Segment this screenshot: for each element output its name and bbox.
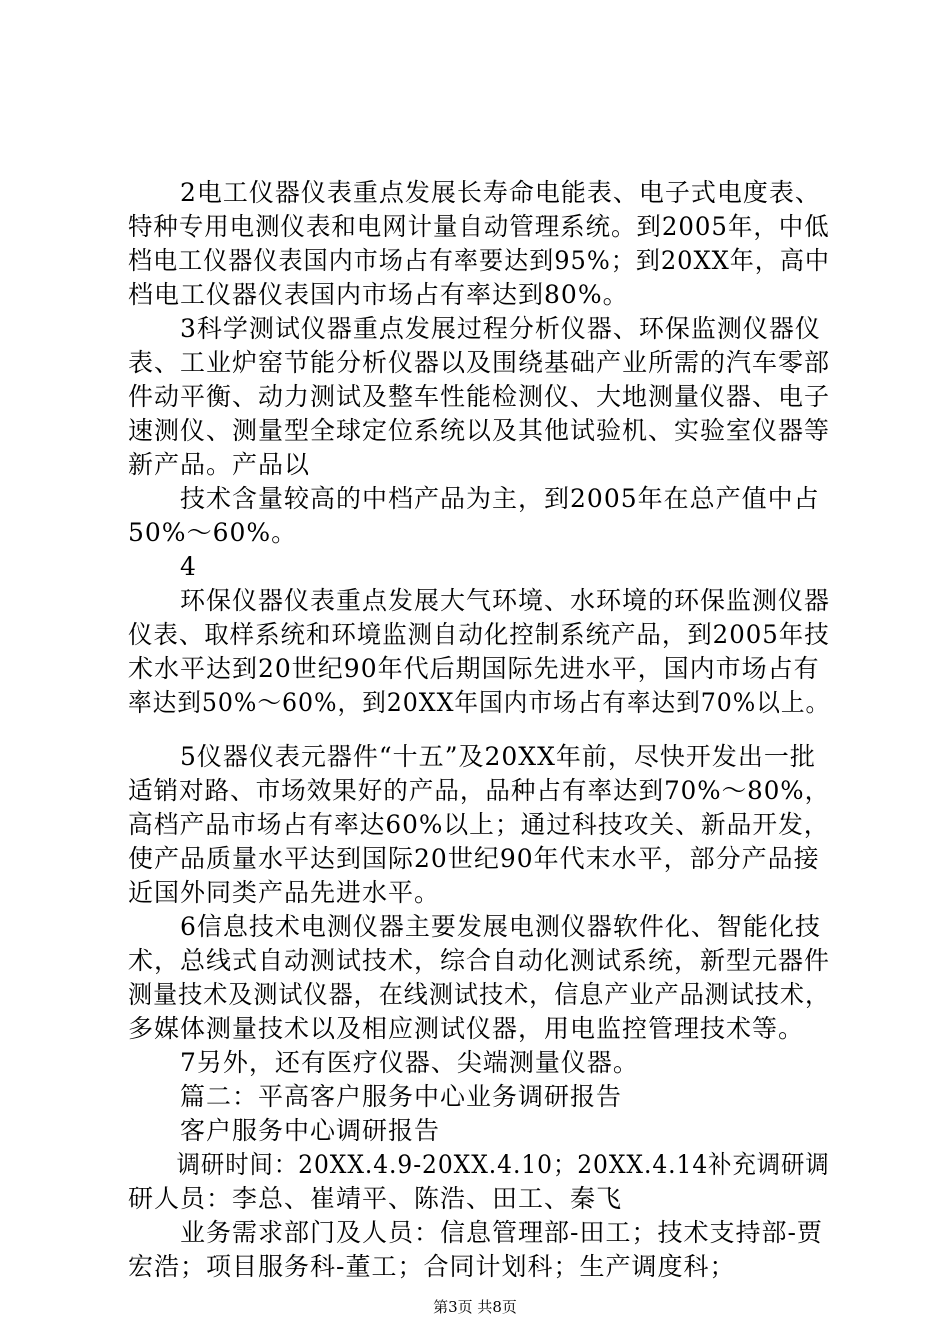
text-line: 环保仪器仪表重点发展大气环境、水环境的环保监测仪器 (128, 586, 831, 615)
page-footer: 第3页 共8页 (433, 1298, 517, 1316)
text-line: 档电工仪器仪表国内市场占有率要达到95%；到20XX年，高中 (128, 246, 830, 275)
text-line: 多媒体测量技术以及相应测试仪器，用电监控管理技术等。 (128, 1014, 805, 1043)
text-line: 4 (128, 552, 197, 581)
text-line: 调研时间：20XX.4.9-20XX.4.10；20XX.4.14补充调研调 (128, 1150, 830, 1179)
text-line: 仪表、取样系统和环境监测自动化控制系统产品，到2005年技 (128, 620, 830, 649)
text-line: 7另外，还有医疗仪器、尖端测量仪器。 (128, 1048, 639, 1077)
text-line: 近国外同类产品先进水平。 (128, 878, 441, 907)
text-line: 2电工仪器仪表重点发展长寿命电能表、电子式电度表、 (128, 178, 821, 207)
text-line: 率达到50%～60%，到20XX年国内市场占有率达到70%以上。 (128, 688, 831, 717)
text-line: 使产品质量水平达到国际20世纪90年代末水平，部分产品接 (128, 844, 820, 873)
text-line: 业务需求部门及人员：信息管理部-田工；技术支持部-贾 (128, 1218, 823, 1247)
text-line: 研人员：李总、崔靖平、陈浩、田工、秦飞 (128, 1184, 623, 1213)
text-line: 高档产品市场占有率达60%以上；通过科技攻关、新品开发， (128, 810, 830, 839)
text-line: 6信息技术电测仪器主要发展电测仪器软件化、智能化技 (128, 912, 821, 941)
text-line: 技术含量较高的中档产品为主，到2005年在总产值中占 (128, 484, 820, 513)
text-line: 5仪器仪表元器件“十五”及20XX年前，尽快开发出一批 (128, 742, 816, 771)
text-line: 50%～60%。 (128, 518, 298, 547)
text-line: 客户服务中心调研报告 (128, 1116, 441, 1145)
text-line: 件动平衡、动力测试及整车性能检测仪、大地测量仪器、电子 (128, 382, 831, 411)
text-line: 档电工仪器仪表国内市场占有率达到80%。 (128, 280, 629, 309)
text-line: 3科学测试仪器重点发展过程分析仪器、环保监测仪器仪 (128, 314, 821, 343)
text-line: 篇二：平高客户服务中心业务调研报告 (128, 1082, 623, 1111)
text-line: 适销对路、市场效果好的产品，品种占有率达到70%～80%， (128, 776, 831, 805)
text-line: 特种专用电测仪表和电网计量自动管理系统。到2005年，中低 (128, 212, 830, 241)
text-line: 术水平达到20世纪90年代后期国际先进水平，国内市场占有 (128, 654, 820, 683)
text-line: 表、工业炉窑节能分析仪器以及围绕基础产业所需的汽车零部 (128, 348, 831, 377)
text-line: 测量技术及测试仪器，在线测试技术，信息产业产品测试技术， (128, 980, 831, 1009)
text-line: 新产品。产品以 (128, 450, 311, 479)
text-line: 术，总线式自动测试技术，综合自动化测试系统，新型元器件 (128, 946, 831, 975)
text-line: 宏浩；项目服务科-董工；合同计划科；生产调度科； (128, 1252, 736, 1281)
text-line: 速测仪、测量型全球定位系统以及其他试验机、实验室仪器等 (128, 416, 831, 445)
